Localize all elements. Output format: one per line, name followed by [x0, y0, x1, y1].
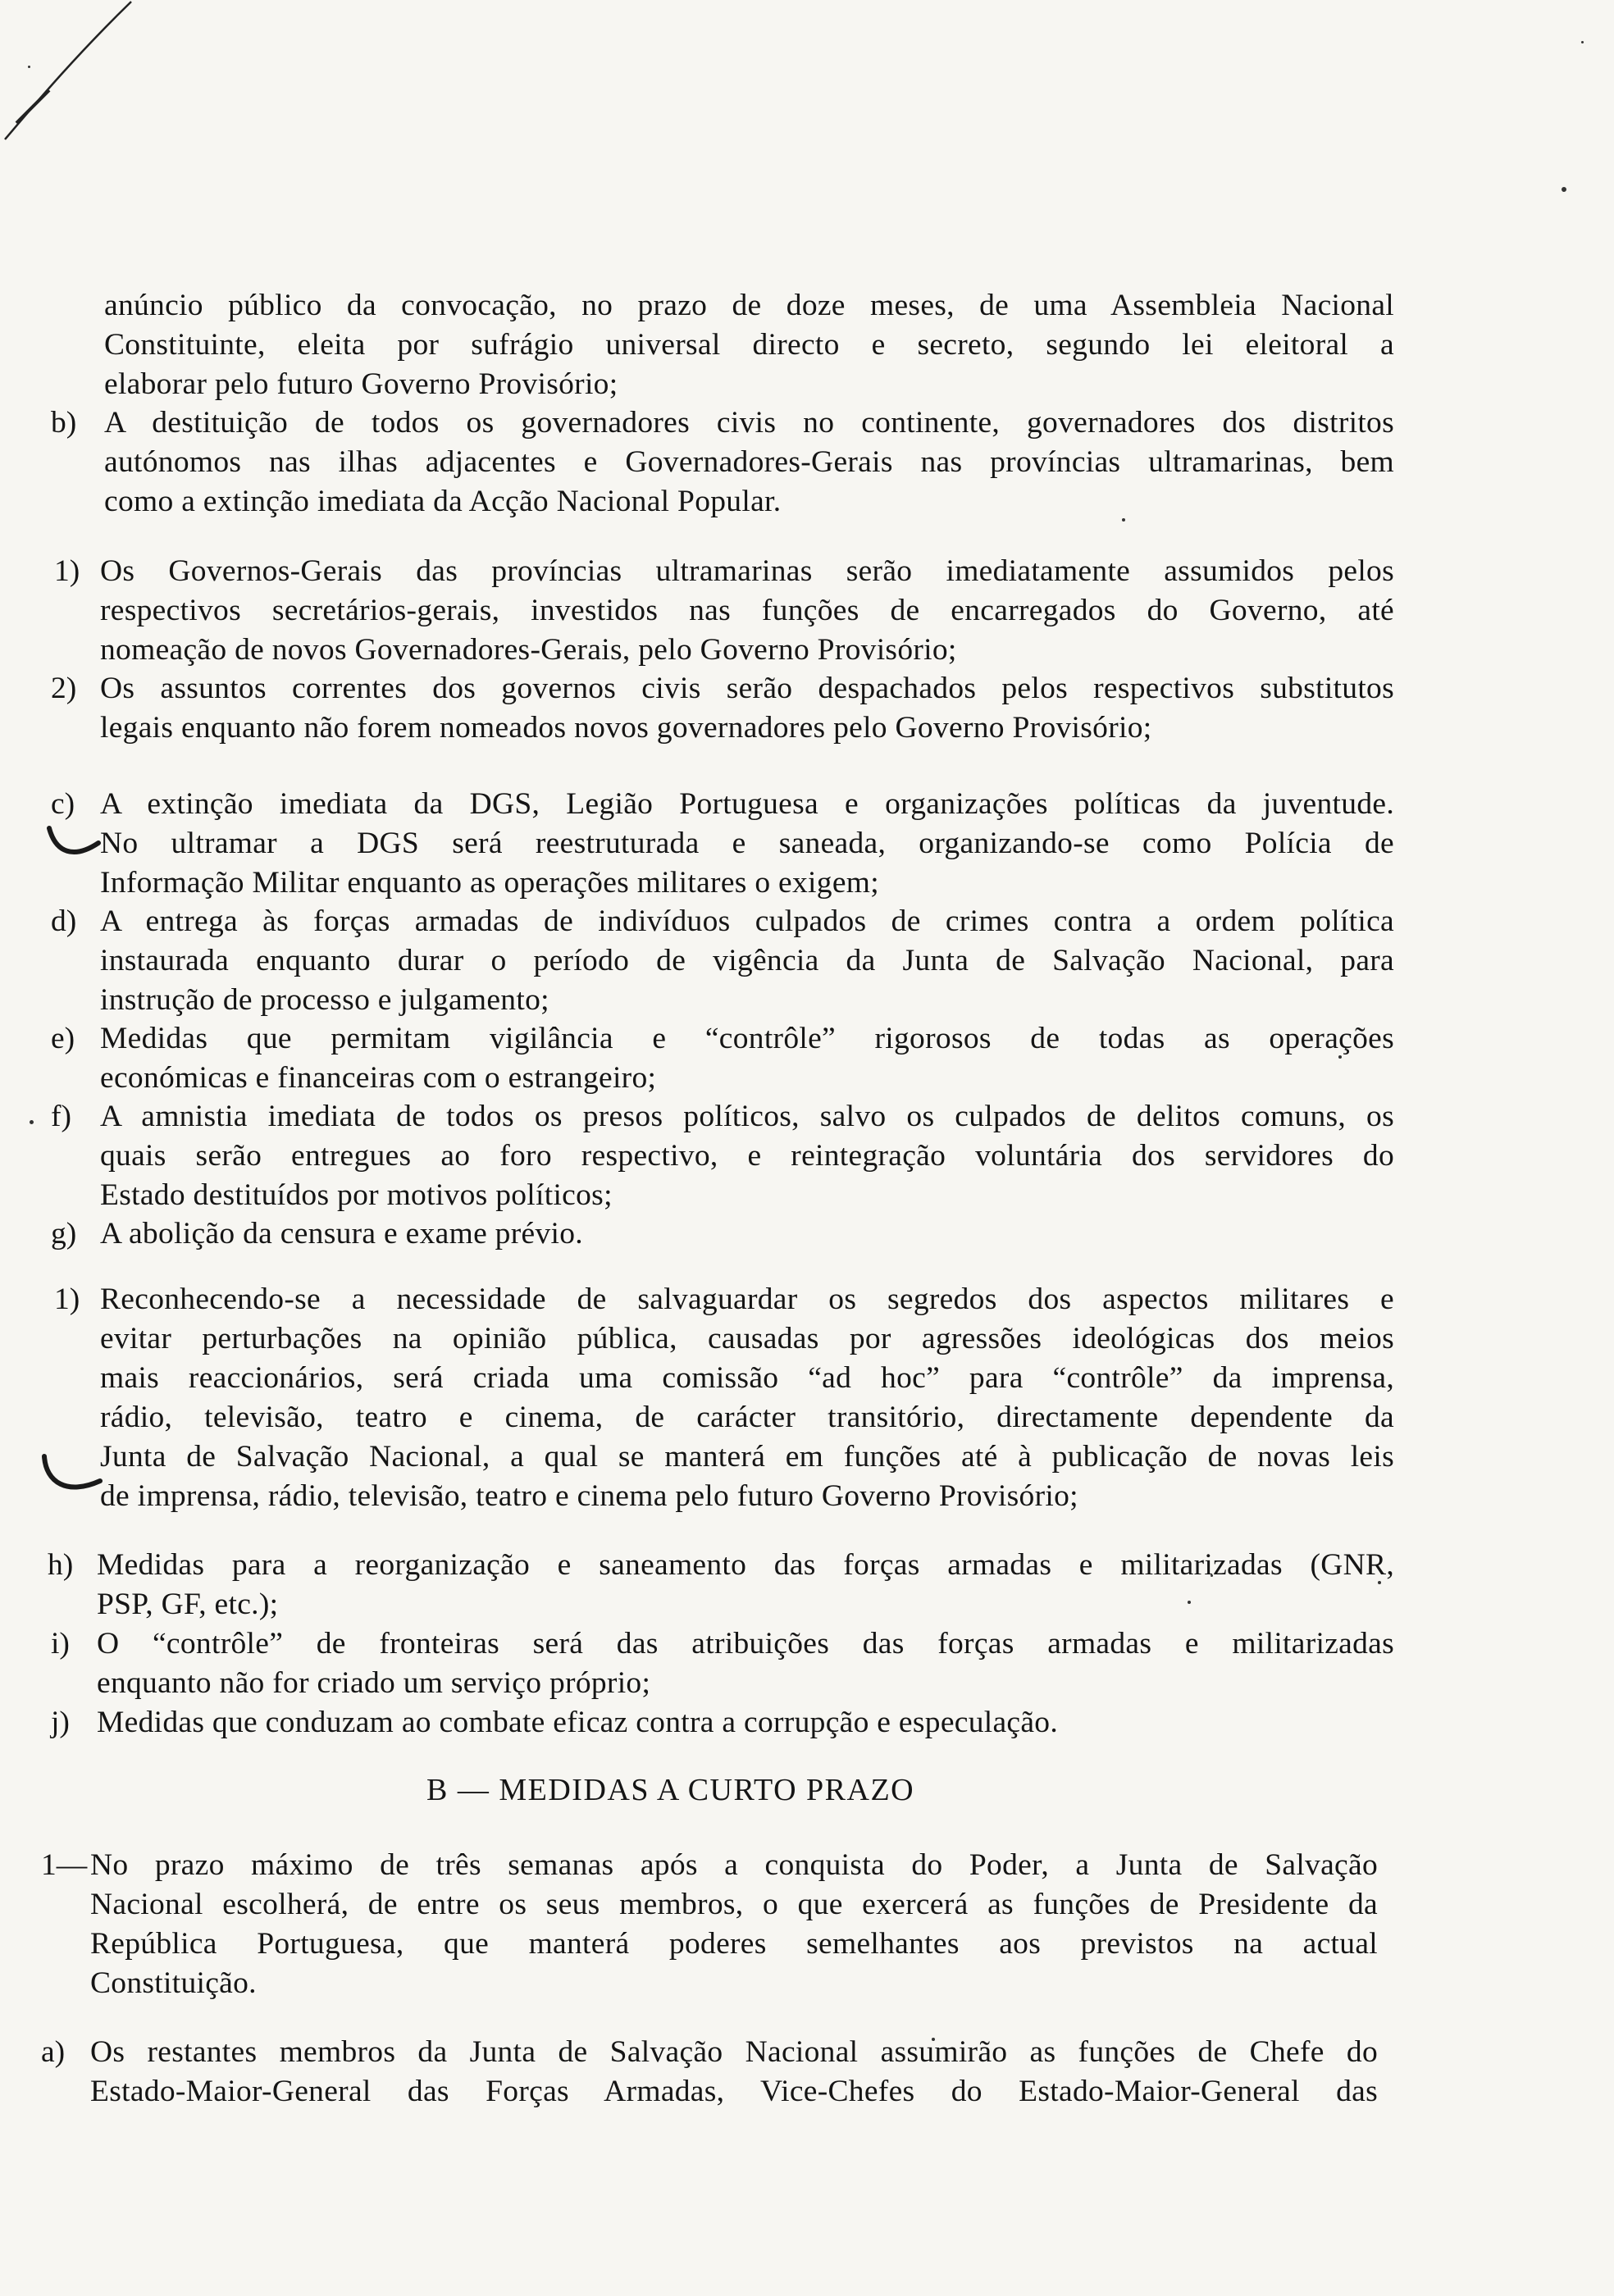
dust-speck	[1188, 1601, 1191, 1604]
text-line: Os assuntos correntes dos governos civis serão despachados pelos respectivos substitutos	[100, 672, 1394, 705]
item-label: 1—	[41, 1848, 88, 1882]
item-label: g)	[51, 1217, 77, 1250]
item-label: d)	[51, 904, 77, 938]
text-line: anúncio público da convocação, no prazo de doze meses, de uma Assembleia Nacional	[104, 289, 1394, 322]
dust-speck	[1581, 41, 1584, 43]
margin-check-mark	[34, 1450, 108, 1507]
text-line: PSP, GF, etc.);	[97, 1588, 279, 1621]
text-line: Estado-Maior-General das Forças Armadas, Vice-Chefes do Estado-Maior-General das	[90, 2075, 1378, 2108]
text-line: A entrega às forças armadas de indivíduos culpados de crimes contra a ordem política	[100, 904, 1394, 938]
item-label: f)	[51, 1100, 71, 1133]
text-line: instaurada enquanto durar o período de vigência da Junta de Salvação Nacional, para	[100, 944, 1394, 977]
text-line: evitar perturbações na opinião pública, causadas por agressões ideológicas dos meios	[100, 1322, 1394, 1355]
text-line: mais reaccionários, será criada uma comissão “ad hoc” para “contrôle” da imprensa,	[100, 1361, 1394, 1395]
text-line: enquanto não for criado um serviço próprio;	[97, 1666, 651, 1700]
text-line: quais serão entregues ao foro respectivo, e reintegração voluntária dos servidores do	[100, 1139, 1394, 1173]
text-line: República Portuguesa, que manterá poderes semelhantes aos previstos na actual	[90, 1927, 1378, 1961]
text-line: Reconhecendo-se a necessidade de salvaguardar os segredos dos aspectos militares e	[100, 1282, 1394, 1316]
item-label: 2)	[51, 672, 77, 705]
text-line: respectivos secretários-gerais, investidos nas funções de encarregados do Governo, até	[100, 594, 1394, 627]
item-label: e)	[51, 1022, 75, 1055]
text-line: Medidas que conduzam ao combate eficaz contra a corrupção e especulação.	[97, 1706, 1059, 1739]
text-line: de imprensa, rádio, televisão, teatro e cinema pelo futuro Governo Provisório;	[100, 1479, 1078, 1513]
dust-speck	[1122, 518, 1125, 522]
margin-check-mark	[41, 820, 107, 869]
dust-speck	[28, 66, 30, 68]
text-line: rádio, televisão, teatro e cinema, de carácter transitório, directamente dependente da	[100, 1401, 1394, 1434]
item-label: b)	[51, 406, 77, 440]
text-line: Nacional escolherá, de entre os seus membros, o que exercerá as funções de Presidente da	[90, 1888, 1378, 1921]
dust-speck	[1562, 187, 1566, 192]
text-line: O “contrôle” de fronteiras será das atribuições das forças armadas e militarizadas	[97, 1627, 1394, 1660]
text-line: No prazo máximo de três semanas após a conquista do Poder, a Junta de Salvação	[90, 1848, 1378, 1882]
text-line: A amnistia imediata de todos os presos políticos, salvo os culpados de delitos comuns, os	[100, 1100, 1394, 1133]
section-heading: B — MEDIDAS A CURTO PRAZO	[426, 1773, 915, 1807]
item-label: 1)	[54, 1282, 80, 1316]
text-line: autónomos nas ilhas adjacentes e Governadores-Gerais nas províncias ultramarinas, bem	[104, 445, 1394, 479]
item-label: c)	[51, 787, 75, 821]
text-line: Junta de Salvação Nacional, a qual se manterá em funções até à publicação de novas leis	[100, 1440, 1394, 1474]
item-label: 1)	[54, 554, 80, 588]
item-label: a)	[41, 2035, 66, 2069]
text-line: legais enquanto não forem nomeados novos governadores pelo Governo Provisório;	[100, 711, 1152, 745]
text-line: instrução de processo e julgamento;	[100, 983, 549, 1017]
text-line: A extinção imediata da DGS, Legião Portuguesa e organizações políticas da juventude.	[100, 787, 1394, 821]
text-line: como a extinção imediata da Acção Nacional Popular.	[104, 485, 782, 518]
text-line: elaborar pelo futuro Governo Provisório;	[104, 367, 618, 401]
pen-stroke-mark	[0, 0, 164, 164]
item-label: j)	[51, 1706, 70, 1739]
text-line: Constituinte, eleita por sufrágio universal directo e secreto, segundo lei eleitoral a	[104, 328, 1394, 362]
text-line: No ultramar a DGS será reestruturada e saneada, organizando-se como Polícia de	[100, 827, 1394, 860]
dust-speck	[30, 1120, 34, 1124]
text-line: A destituição de todos os governadores civis no continente, governadores dos distritos	[104, 406, 1394, 440]
text-line: económicas e financeiras com o estrangeiro;	[100, 1061, 657, 1095]
text-line: Medidas para a reorganização e saneamento das forças armadas e militarizadas (GNR,	[97, 1548, 1394, 1582]
text-line: Constituição.	[90, 1966, 257, 2000]
text-line: A abolição da censura e exame prévio.	[100, 1217, 583, 1250]
item-label: i)	[51, 1627, 70, 1660]
text-line: nomeação de novos Governadores-Gerais, pelo Governo Provisório;	[100, 633, 957, 667]
text-line: Medidas que permitam vigilância e “contrôle” rigorosos de todas as operações	[100, 1022, 1394, 1055]
text-line: Os restantes membros da Junta de Salvação Nacional assumirão as funções de Chefe do	[90, 2035, 1378, 2069]
text-line: Os Governos-Gerais das províncias ultramarinas serão imediatamente assumidos pelos	[100, 554, 1394, 588]
item-label: h)	[48, 1548, 74, 1582]
text-line: Informação Militar enquanto as operações militares o exigem;	[100, 866, 879, 900]
text-line: Estado destituídos por motivos políticos;	[100, 1178, 613, 1212]
